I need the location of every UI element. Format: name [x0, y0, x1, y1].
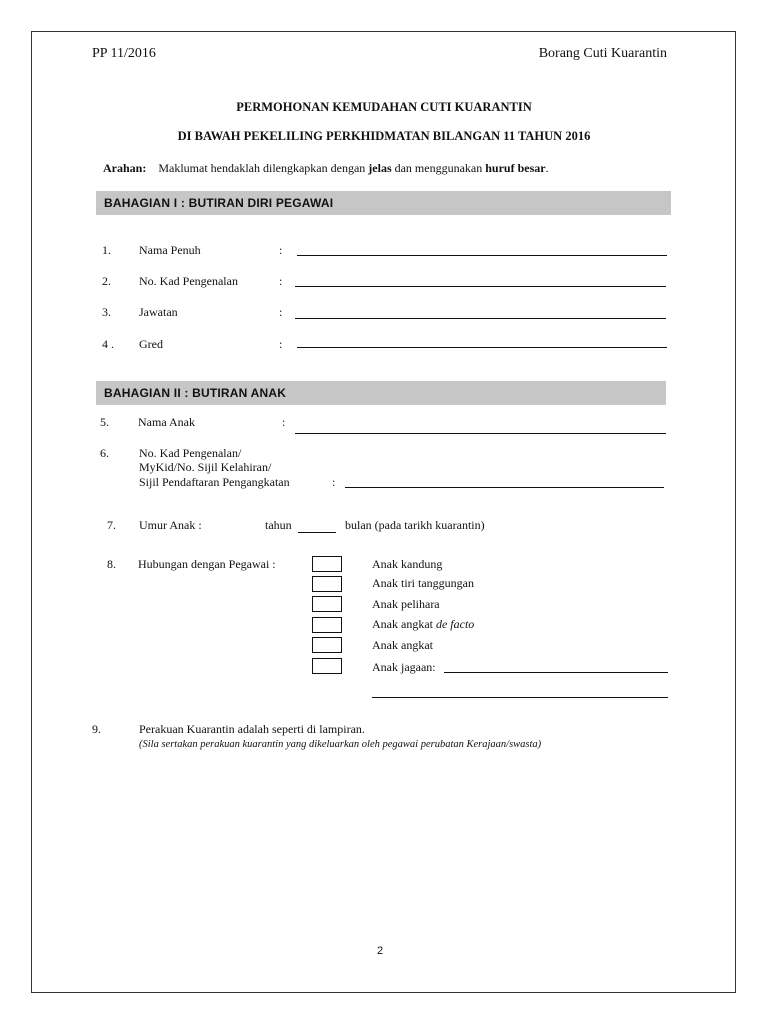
field9-number: 9.	[92, 722, 101, 736]
checkbox-anak-angkat[interactable]	[312, 637, 342, 653]
form-title-line2: DI BAWAH PEKELILING PERKHIDMATAN BILANGAN 11 TAHUN 2016	[177, 129, 591, 143]
field7-bulan: bulan (pada tarikh kuarantin)	[345, 518, 485, 532]
field7-tahun: tahun	[265, 518, 292, 532]
field6-label-line2: MyKid/No. Sijil Kelahiran/	[139, 460, 272, 474]
field3-label: Jawatan	[139, 305, 178, 319]
header-reference: PP 11/2016	[92, 46, 156, 61]
jawatan-input-line[interactable]	[295, 318, 666, 319]
instruction	[103, 161, 549, 176]
field5-colon: :	[282, 415, 286, 429]
field9-note: (Sila sertakan perakuan kuarantin yang dikeluarkan oleh pegawai perubatan Kerajaan/swasta)	[139, 739, 542, 750]
field7-label: Umur Anak :	[139, 518, 202, 532]
form-title-line1: PERMOHONAN KEMUDAHAN CUTI KUARANTIN	[236, 100, 532, 114]
field4-label: Gred	[139, 337, 163, 351]
option-anak-kandung: Anak kandung	[372, 557, 443, 571]
option-anak-jagaan: Anak jagaan:	[372, 660, 436, 674]
field2-label: No. Kad Pengenalan	[139, 274, 238, 288]
section2-heading: BAHAGIAN II : BUTIRAN ANAK	[104, 386, 287, 400]
field1-label: Nama Penuh	[139, 243, 201, 257]
section1-heading-band	[96, 191, 671, 215]
field6-colon: :	[332, 475, 336, 489]
field8-number: 8.	[107, 557, 116, 571]
option-anak-angkat-prefix: Anak angkat	[372, 617, 436, 631]
anak-jagaan-extra-line[interactable]	[372, 697, 668, 698]
option-anak-tiri: Anak tiri tanggungan	[372, 576, 474, 590]
field9-text: Perakuan Kuarantin adalah seperti di lampiran.	[139, 722, 365, 736]
header-form-name: Borang Cuti Kuarantin	[538, 46, 667, 61]
gred-input-line[interactable]	[297, 347, 667, 348]
field6-number: 6.	[100, 446, 109, 460]
section1-heading: BAHAGIAN I : BUTIRAN DIRI PEGAWAI	[104, 196, 334, 210]
option-anak-angkat: Anak angkat	[372, 638, 433, 652]
field2-number: 2.	[102, 274, 111, 288]
field8-label: Hubungan dengan Pegawai :	[138, 557, 276, 571]
instruction-huruf-besar: huruf besar	[485, 161, 546, 175]
field6-label-line1: No. Kad Pengenalan/	[139, 446, 242, 460]
instruction-jelas: jelas	[368, 161, 392, 175]
field1-colon: :	[279, 243, 283, 257]
field3-number: 3.	[102, 305, 111, 319]
checkbox-anak-angkat-de-facto[interactable]	[312, 617, 342, 633]
kad-pengenalan-input-line[interactable]	[295, 286, 666, 287]
instruction-text-1: Maklumat hendaklah dilengkapkan dengan	[158, 161, 369, 175]
de-facto-text: de facto	[435, 617, 475, 631]
checkbox-anak-pelihara[interactable]	[312, 596, 342, 612]
field2-colon: :	[279, 274, 283, 288]
option-anak-angkat-de-facto	[372, 617, 474, 632]
field7-number: 7.	[107, 518, 116, 532]
checkbox-anak-tiri[interactable]	[312, 576, 342, 592]
umur-tahun-input-line[interactable]	[298, 532, 336, 533]
instruction-end: .	[545, 161, 549, 175]
anak-jagaan-input-line[interactable]	[444, 672, 668, 673]
field1-number: 1.	[102, 243, 111, 257]
checkbox-anak-kandung[interactable]	[312, 556, 342, 572]
instruction-text-2: dan menggunakan	[391, 161, 486, 175]
field6-label-line3: Sijil Pendaftaran Pengangkatan	[139, 475, 290, 489]
instruction-label: Arahan:	[103, 161, 147, 175]
sijil-input-line[interactable]	[345, 487, 664, 488]
nama-anak-input-line[interactable]	[295, 433, 666, 434]
nama-penuh-input-line[interactable]	[297, 255, 667, 256]
checkbox-anak-jagaan[interactable]	[312, 658, 342, 674]
page-number: 2	[376, 945, 384, 957]
field4-number: 4 .	[102, 337, 114, 351]
field3-colon: :	[279, 305, 283, 319]
section2-heading-band	[96, 381, 666, 405]
option-anak-pelihara: Anak pelihara	[372, 597, 440, 611]
field5-number: 5.	[100, 415, 109, 429]
field5-label: Nama Anak	[138, 415, 195, 429]
field4-colon: :	[279, 337, 283, 351]
